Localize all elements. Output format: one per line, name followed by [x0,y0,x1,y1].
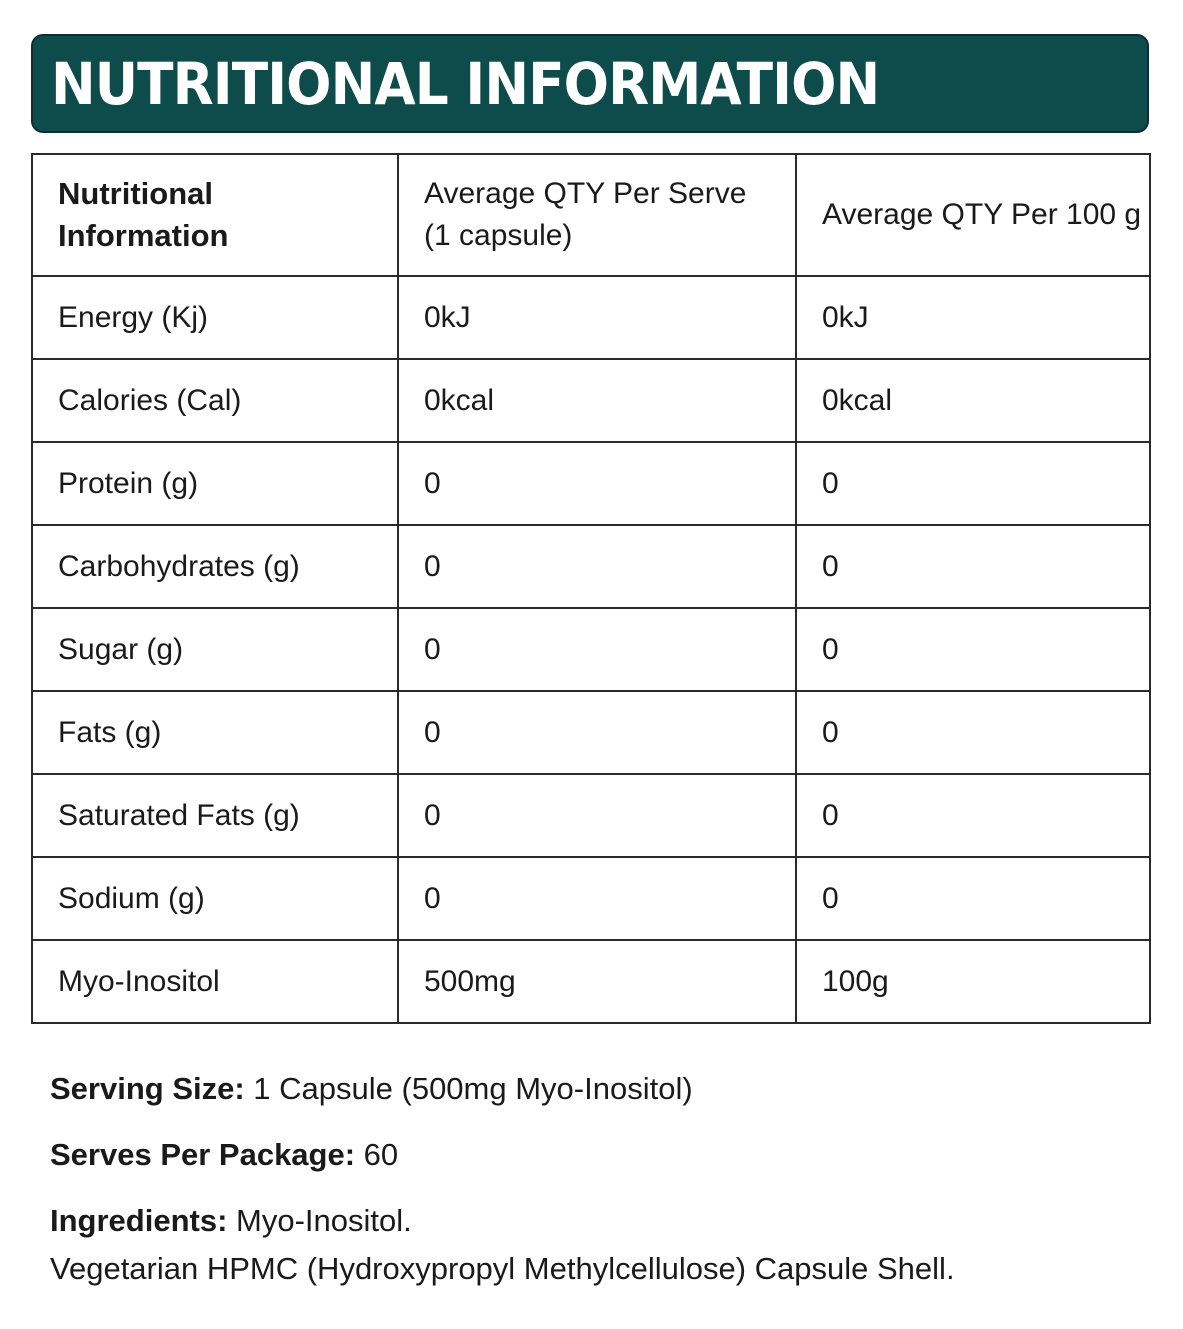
serves-value: 60 [355,1137,399,1172]
table-row [32,359,1150,442]
serving-size-label: Serving Size: [50,1071,245,1106]
per-100g-value: 0 [796,525,1150,608]
table-row [32,442,1150,525]
product-details [50,1065,1150,1293]
table-row [32,525,1150,608]
table-header-row [32,154,1150,276]
ingredients-value: Myo-Inositol. [227,1203,412,1238]
per-100g-value: 0 [796,691,1150,774]
per-100g-value: 0 [796,774,1150,857]
per-serve-value: 0 [398,608,796,691]
ingredients-label: Ingredients: [50,1203,228,1238]
table-row [32,608,1150,691]
ingredients [50,1197,1150,1245]
serves-per-package [50,1131,1150,1179]
header-line: Information [58,218,229,253]
per-serve-value: 0kcal [398,359,796,442]
nutrient-name: Carbohydrates (g) [32,525,398,608]
per-serve-value: 0 [398,857,796,940]
serving-size-value: 1 Capsule (500mg Myo-Inositol) [244,1071,693,1106]
per-100g-value: 0kcal [796,359,1150,442]
serves-label: Serves Per Package: [50,1137,356,1172]
header-line: Average QTY Per Serve [424,177,747,210]
nutrient-name: Protein (g) [32,442,398,525]
nutrient-name: Energy (Kj) [32,276,398,359]
per-serve-value: 0 [398,691,796,774]
per-100g-value: 0 [796,442,1150,525]
per-serve-value: 500mg [398,940,796,1023]
table-row [32,691,1150,774]
per-serve-value: 0 [398,774,796,857]
serving-size [50,1065,1150,1113]
page-title: NUTRITIONAL INFORMATION [51,49,880,118]
title-banner [31,34,1149,133]
header-line: Nutritional [58,176,213,211]
table-row [32,774,1150,857]
table-row [32,276,1150,359]
per-serve-value: 0 [398,525,796,608]
per-100g-value: 0 [796,857,1150,940]
ingredients-line-2: Vegetarian HPMC (Hydroxypropyl Methylcellulose) Capsule Shell. [50,1251,955,1286]
per-100g-value: 0 [796,608,1150,691]
nutrient-name: Saturated Fats (g) [32,774,398,857]
table-row [32,857,1150,940]
header-line: Average QTY Per 100 g [822,198,1142,231]
header-per-100g [796,154,1150,276]
table-row [32,940,1150,1023]
header-per-serve [398,154,796,276]
per-100g-value: 100g [796,940,1150,1023]
per-serve-value: 0kJ [398,276,796,359]
per-serve-value: 0 [398,442,796,525]
nutrient-name: Myo-Inositol [32,940,398,1023]
nutrient-name: Sodium (g) [32,857,398,940]
nutrient-name: Fats (g) [32,691,398,774]
header-line: (1 capsule) [424,219,573,252]
nutrient-name: Calories (Cal) [32,359,398,442]
per-100g-value: 0kJ [796,276,1150,359]
nutrition-table [31,153,1151,1024]
nutrient-name: Sugar (g) [32,608,398,691]
header-nutritional-information [32,154,398,276]
